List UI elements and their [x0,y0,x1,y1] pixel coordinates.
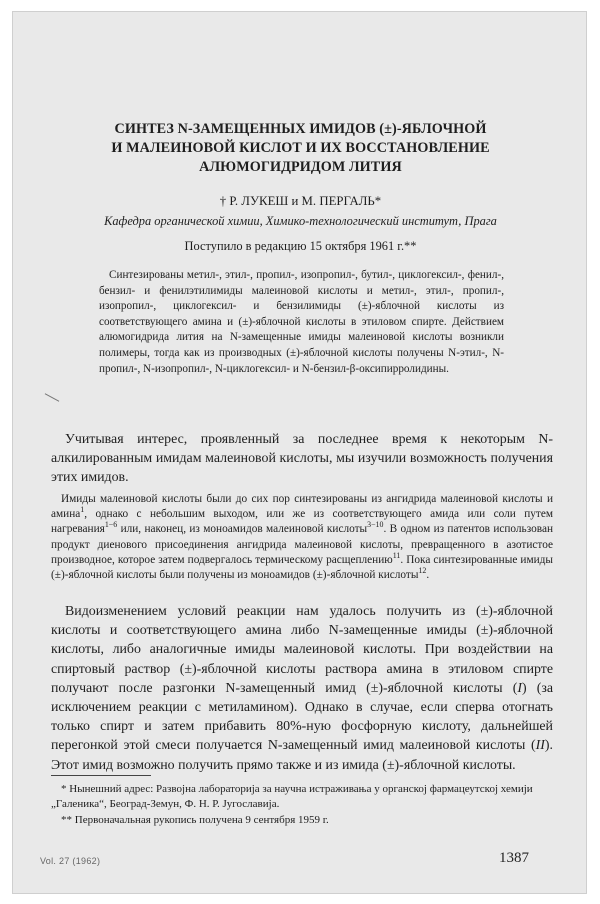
title-line-1: СИНТЕЗ N-ЗАМЕЩЕННЫХ ИМИДОВ (±)-ЯБЛОЧНОЙ [114,121,487,137]
paragraph-background [51,492,553,583]
title-line-2: И МАЛЕИНОВОЙ КИСЛОТ И ИХ ВОССТАНОВЛЕНИЕ [111,140,490,156]
compound-label: I [517,680,522,696]
text-run: . В одном из патентов использован продукт диенового присоединения ангидрида малеиновой кислоты, превращенного в азотистое производное, которое затем подвергалось термическому расщеплению [51,523,553,566]
compound-label: II [535,738,545,754]
reference: 12 [418,566,427,576]
volume-label: Vol. 27 (1962) [40,856,101,866]
footnotes [51,782,553,828]
reference: 1 [80,505,85,515]
paragraph-results [51,602,553,775]
margin-mark [45,393,60,401]
text-run: , однако с небольшим выходом, или же из соответствующего амида или соли путем нагревания [51,508,553,536]
article-title [13,120,587,177]
reference: 1−6 [104,520,118,530]
text-run: . [426,569,430,582]
title-line-3: АЛЮМОГИДРИДОМ ЛИТИЯ [199,159,402,175]
reference: 3−10 [367,520,384,530]
footnote-1: * Нынешний адрес: Развојна лабораторија за научна истраживања у органској фармацеутској хемији „Галеника“, Београд-Земун, Ф. Н. Р. Југославија. [51,783,533,811]
text-run: ) (за исключением реакции с метиламином). Однако в случае, если сперва отогнать только спирт и затем прибавить 80%-ную фосфорную кислоту, дальнейшей перегонкой этой смеси получается N-замещенный имид малеиновой кислоты ( [51,680,553,754]
journal-page [12,11,587,894]
page-number: 1387 [499,850,529,866]
abstract: Синтезированы метил-, этил-, пропил-, изопропил-, бутил-, циклогексил-, фенил-, бензил- и фенилэтилимиды малеиновой кислоты и метил-, этил-, пропил-, изопропил-, циклогексил- и бензилимиды (±)-яблочной кислоты из соответствующего амина и (±)-яблочной кислоты в этиловом спирте. Действием алюмогидрида лития на N-замещенные имиды малеиновой кислоты возникли полимеры, тогда как из производных (±)-яблочной кислоты получены N-этил-, N-пропил-, N-изопропил-, N-циклогексил- и N-бензил-β-оксипирролидины. [99,269,504,375]
paragraph-intro: Учитывая интерес, проявленный за последнее время к некоторым N-алкилированным имидам малеиновой кислоты, мы изучили возможность получения этих имидов. [51,432,553,486]
text-run: или, наконец, из моноамидов малеиновой кислоты [117,523,368,536]
affiliation: Кафедра органической химии, Химико-технологический институт, Прага [104,214,497,228]
authors: † Р. ЛУКЕШ и М. ПЕРГАЛЬ* [219,194,382,208]
footnote-rule [51,775,151,776]
text-run: . Пока синтезированные имиды (±)-яблочной кислоты были получены из моноамидов (±)-яблочной кислоты [51,553,553,582]
text-run: Видоизменением условий реакции нам удалось получить из (±)-яблочной кислоты и соответствующего амина либо N-замещенные имиды (±)-яблочной кислоты, либо аналогичные имиды малеиновой кислоты. При воздействии на спиртовый раствор (±)-яблочной кислоты раствора амина в этиловом спирте получают после разгонки N-замещенный имид (±)-яблочной кислоты ( [51,604,553,696]
received-date: Поступило в редакцию 15 октября 1961 г.** [184,239,417,253]
text-run: ). Этот имид возможно получить прямо также и из имида (±)-яблочной кислоты. [51,738,553,773]
text-run: Имиды малеиновой кислоты были до сих пор синтезированы из ангидрида малеиновой кислоты и амина [51,493,553,521]
footnote-2: ** Первоначальная рукопись получена 9 сентября 1959 г. [61,813,329,826]
reference: 11 [392,551,401,561]
